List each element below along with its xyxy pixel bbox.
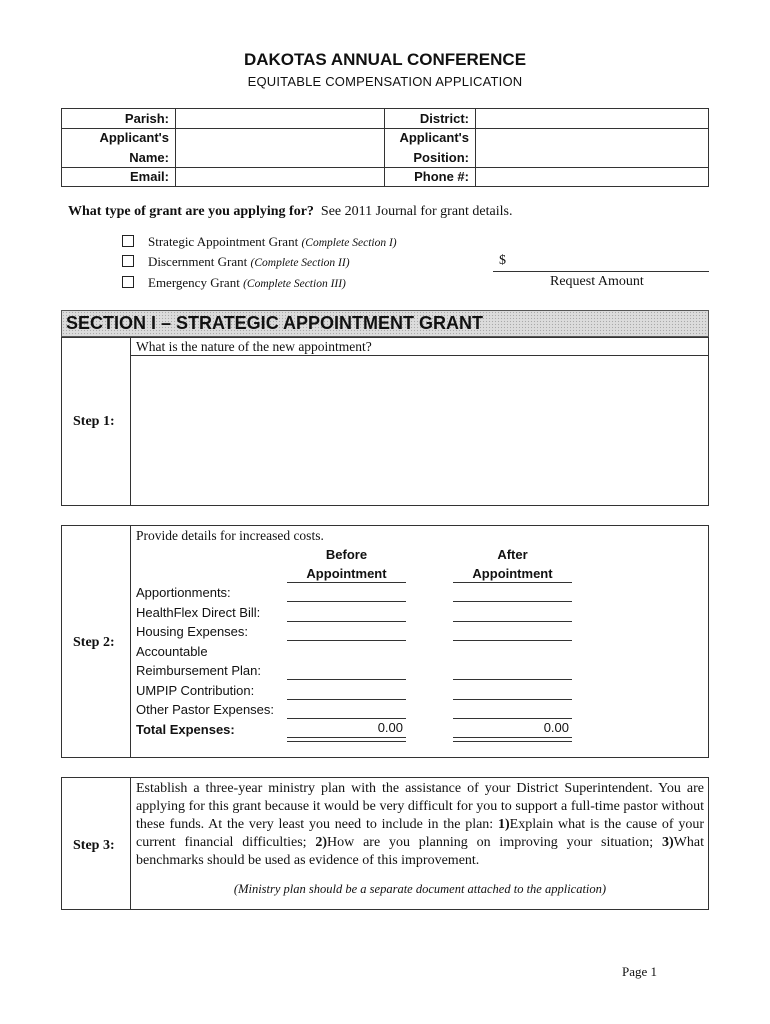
step3-note: (Ministry plan should be a separate document attached to the application) bbox=[233, 882, 607, 896]
before-reimbursement-field[interactable] bbox=[287, 679, 406, 680]
grant-type-question-bold: What type of grant are you applying for? bbox=[68, 204, 314, 219]
checkbox-discernment[interactable] bbox=[122, 255, 134, 267]
after-apportionments-field[interactable] bbox=[453, 601, 572, 602]
step1-label: Step 1: bbox=[73, 414, 115, 429]
before-column-head-2: Appointment bbox=[306, 566, 387, 581]
step3-label: Step 3: bbox=[73, 838, 115, 853]
after-head-underline bbox=[453, 582, 572, 583]
request-amount-label: Request Amount bbox=[550, 274, 644, 289]
before-umpip-field[interactable] bbox=[287, 699, 406, 700]
after-column-head-1: After bbox=[497, 547, 528, 562]
cost-label-healthflex: HealthFlex Direct Bill: bbox=[136, 605, 261, 620]
before-housing-field[interactable] bbox=[287, 640, 406, 641]
cost-label-total: Total Expenses: bbox=[136, 722, 235, 737]
cost-label-umpip: UMPIP Contribution: bbox=[136, 683, 255, 698]
before-other-field[interactable] bbox=[287, 718, 406, 719]
applicant-position-field[interactable] bbox=[477, 130, 707, 166]
applicant-name-field[interactable] bbox=[177, 130, 382, 166]
document-subtitle: EQUITABLE COMPENSATION APPLICATION bbox=[247, 74, 523, 89]
after-reimbursement-field[interactable] bbox=[453, 679, 572, 680]
phone-label: Phone #: bbox=[414, 169, 469, 184]
grant-type-question bbox=[68, 204, 512, 220]
email-label: Email: bbox=[129, 169, 169, 184]
applicant-name-label-line1: Applicant's bbox=[99, 130, 169, 145]
request-amount-field[interactable] bbox=[493, 271, 709, 272]
grant-option-label: Emergency Grant bbox=[148, 275, 240, 290]
grant-option-discernment[interactable] bbox=[122, 253, 350, 271]
grant-option-label: Strategic Appointment Grant bbox=[148, 234, 299, 249]
step2-label: Step 2: bbox=[73, 635, 115, 650]
checkbox-strategic[interactable] bbox=[122, 235, 134, 247]
grant-option-note: (Complete Section I) bbox=[301, 237, 397, 249]
cost-label-reimbursement: Reimbursement Plan: bbox=[136, 663, 261, 678]
before-total-underline bbox=[287, 737, 406, 742]
after-housing-field[interactable] bbox=[453, 640, 572, 641]
grant-option-strategic[interactable] bbox=[122, 233, 397, 251]
step3-instructions: Establish a three-year ministry plan with the assistance of your District Superintendent. You are applying for this grant because it would be very difficult for you to support a full-time pastor without these funds. At the very least you need to include in the plan: 1)Explain what is the cause of your current financial difficulties; 2)How are you planning on improving your situation; 3)What benchmarks should be used as evidence of this improvement. bbox=[136, 781, 704, 868]
step2-intro: Provide details for increased costs. bbox=[136, 528, 324, 543]
grant-option-note: (Complete Section II) bbox=[250, 257, 350, 269]
after-healthflex-field[interactable] bbox=[453, 621, 572, 622]
before-total-value: 0.00 bbox=[377, 720, 403, 735]
section-title: SECTION I – STRATEGIC APPOINTMENT GRANT bbox=[66, 313, 484, 333]
district-label: District: bbox=[419, 111, 469, 126]
cost-label-apportionments: Apportionments: bbox=[136, 585, 231, 600]
before-head-underline bbox=[287, 582, 406, 583]
after-other-field[interactable] bbox=[453, 718, 572, 719]
district-field[interactable] bbox=[477, 110, 707, 127]
parish-field[interactable] bbox=[177, 110, 382, 127]
cost-label-housing: Housing Expenses: bbox=[136, 624, 249, 639]
document-title: DAKOTAS ANNUAL CONFERENCE bbox=[243, 50, 527, 69]
grant-option-label: Discernment Grant bbox=[148, 254, 248, 269]
grant-option-emergency[interactable] bbox=[122, 274, 346, 292]
step1-answer-field[interactable] bbox=[131, 356, 707, 504]
applicant-info-table bbox=[61, 108, 709, 187]
step1-question: What is the nature of the new appointment? bbox=[136, 339, 372, 354]
parish-label: Parish: bbox=[124, 111, 169, 126]
after-umpip-field[interactable] bbox=[453, 699, 572, 700]
after-total-underline bbox=[453, 737, 572, 742]
before-apportionments-field[interactable] bbox=[287, 601, 406, 602]
dollar-sign: $ bbox=[499, 253, 506, 268]
grant-option-note: (Complete Section III) bbox=[243, 278, 346, 290]
applicant-name-label-line2: Name: bbox=[129, 150, 169, 165]
before-healthflex-field[interactable] bbox=[287, 621, 406, 622]
before-column-head-1: Before bbox=[325, 547, 368, 562]
applicant-position-label-line1: Applicant's bbox=[399, 130, 469, 145]
email-field[interactable] bbox=[177, 169, 382, 186]
cost-label-accountable: Accountable bbox=[136, 644, 208, 659]
after-column-head-2: Appointment bbox=[472, 566, 553, 581]
cost-label-other: Other Pastor Expenses: bbox=[136, 702, 275, 717]
phone-field[interactable] bbox=[477, 169, 707, 186]
checkbox-emergency[interactable] bbox=[122, 276, 134, 288]
page-number: Page 1 bbox=[622, 964, 658, 979]
applicant-position-label-line2: Position: bbox=[413, 150, 469, 165]
grant-type-question-note: See 2011 Journal for grant details. bbox=[320, 204, 513, 219]
after-total-value: 0.00 bbox=[543, 720, 569, 735]
